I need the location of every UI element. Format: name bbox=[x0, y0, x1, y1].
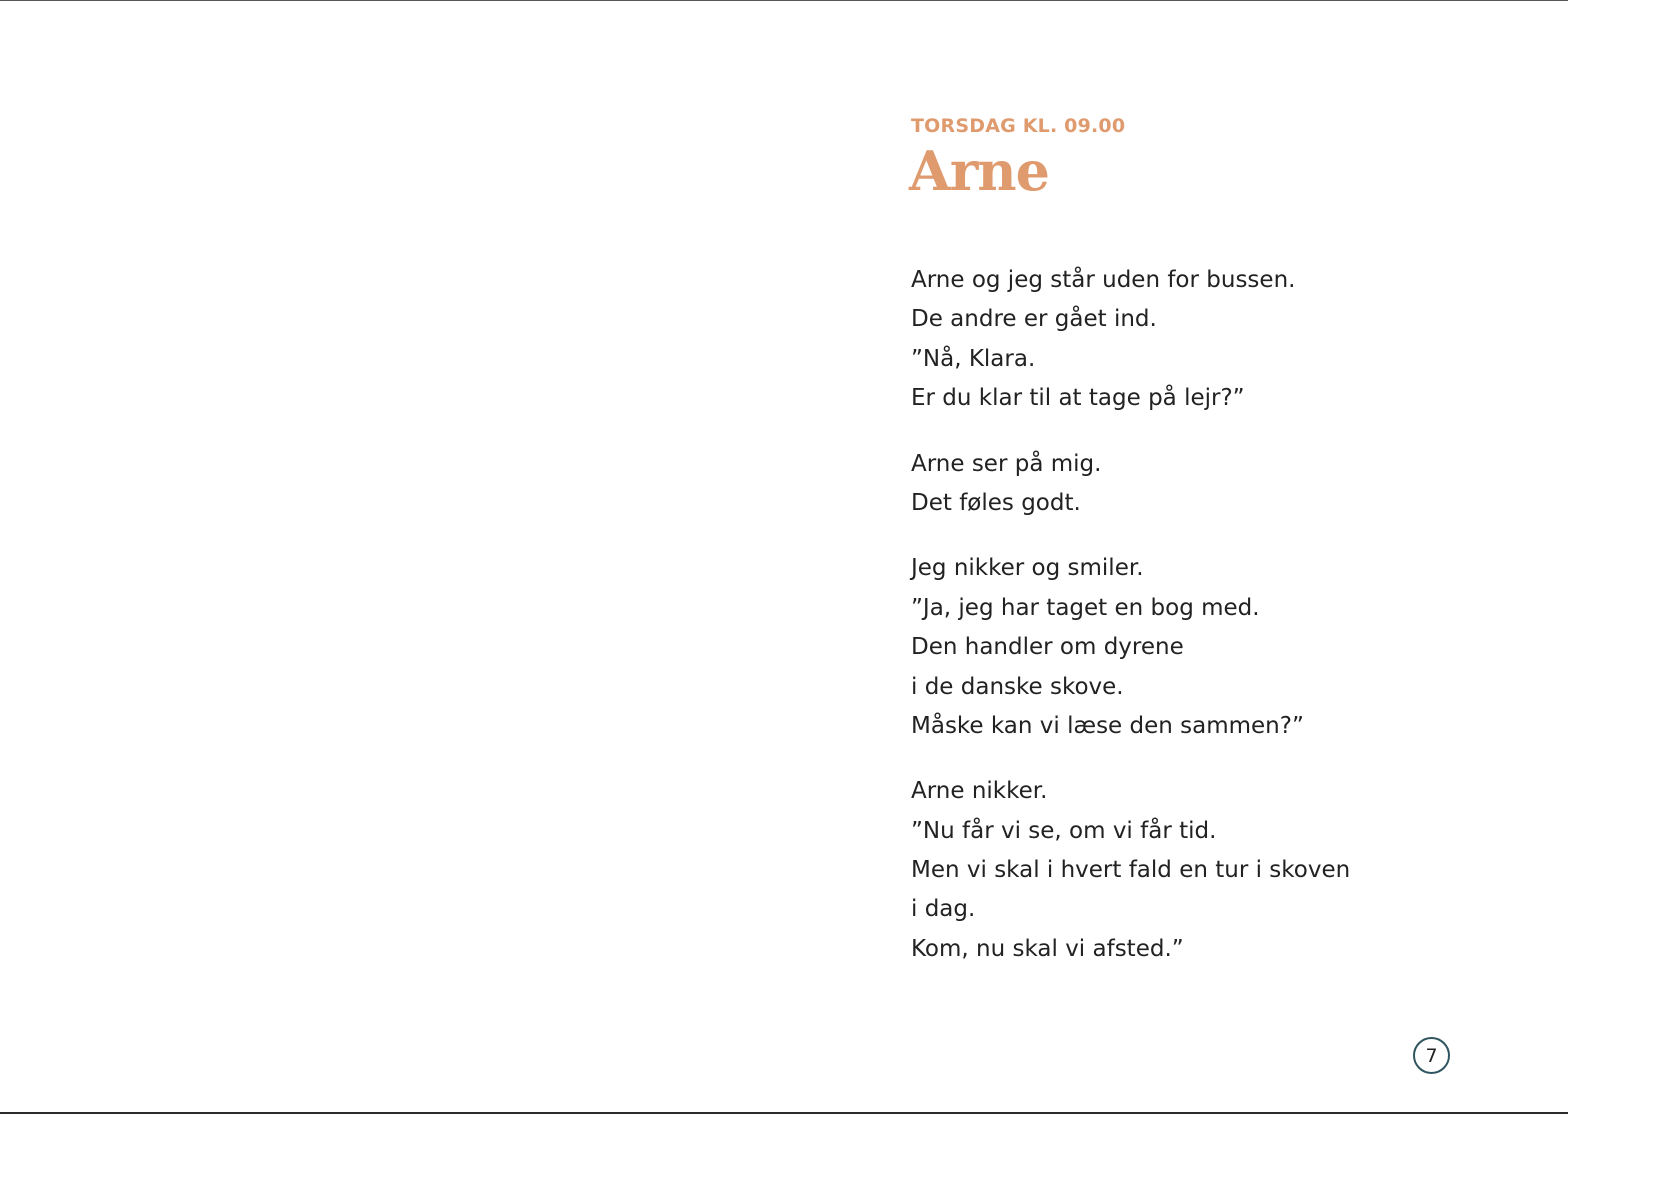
stanza bbox=[911, 772, 1471, 969]
text-line: ”Nå, Klara. bbox=[911, 345, 1036, 372]
right-page bbox=[784, 1, 1568, 1112]
stanza bbox=[911, 549, 1471, 746]
text-line: i dag. bbox=[911, 896, 976, 923]
chapter-body bbox=[911, 261, 1471, 995]
chapter-title: Arne bbox=[909, 139, 1049, 203]
text-line: ”Nu får vi se, om vi får tid. bbox=[911, 817, 1217, 844]
chapter-time-label: TORSDAG KL. 09.00 bbox=[911, 115, 1126, 137]
text-line: Arne og jeg står uden for bussen. bbox=[911, 267, 1296, 293]
text-line: Arne nikker. bbox=[911, 778, 1048, 805]
text-line: Det føles godt. bbox=[911, 489, 1081, 516]
stanza bbox=[911, 261, 1471, 419]
text-line: i de danske skove. bbox=[911, 673, 1124, 700]
text-line: Arne ser på mig. bbox=[911, 450, 1102, 477]
page-number-badge bbox=[1413, 1037, 1450, 1074]
page-edge-bottom bbox=[0, 1112, 1568, 1114]
text-line: Men vi skal i hvert fald en tur i skoven bbox=[911, 857, 1351, 884]
text-line: Den handler om dyrene bbox=[911, 634, 1184, 661]
stanza bbox=[911, 445, 1471, 524]
text-line: ”Ja, jeg har taget en bog med. bbox=[911, 594, 1260, 621]
text-line: Er du klar til at tage på lejr?” bbox=[911, 385, 1245, 412]
left-page bbox=[0, 1, 784, 1112]
text-line: Måske kan vi læse den sammen?” bbox=[911, 712, 1304, 739]
text-line: De andre er gået ind. bbox=[911, 306, 1157, 333]
text-line: Jeg nikker og smiler. bbox=[911, 555, 1144, 582]
page-number: 7 bbox=[1425, 1044, 1438, 1067]
text-line: Kom, nu skal vi afsted.” bbox=[911, 935, 1184, 962]
